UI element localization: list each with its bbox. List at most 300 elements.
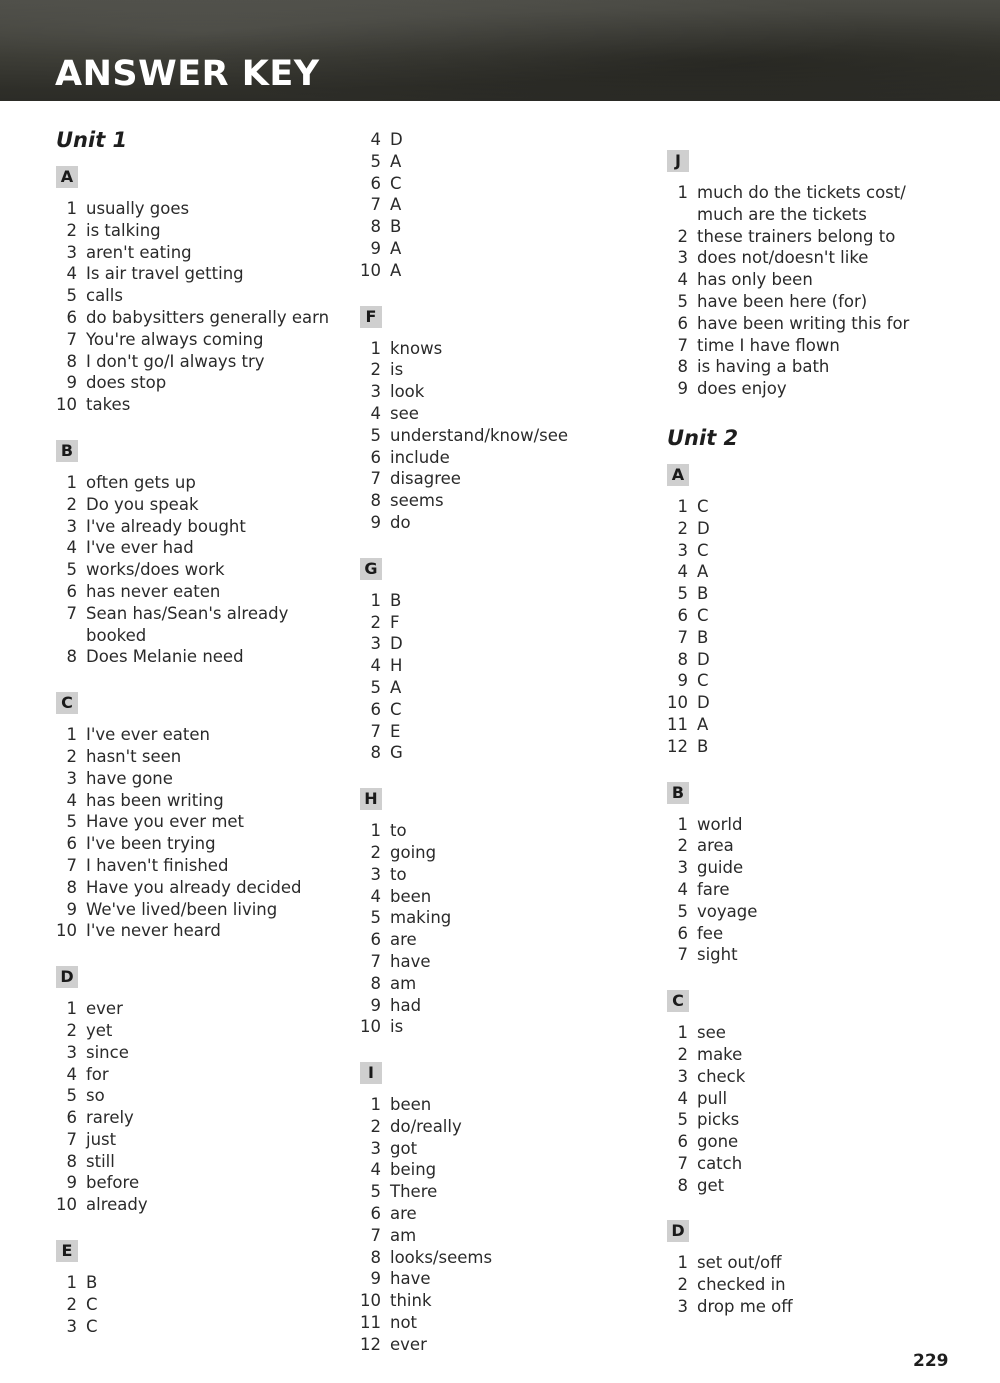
answer-row	[667, 714, 987, 736]
answer-number: 8	[66, 877, 77, 897]
answer-text: time I have flown	[697, 335, 840, 355]
answer-number: 6	[370, 173, 381, 193]
answer-text: fee	[697, 923, 724, 943]
answer-text: is	[390, 360, 404, 380]
answer-text: has never eaten	[86, 581, 221, 601]
answer-text: calls	[86, 286, 123, 306]
answer-number: 4	[370, 886, 381, 906]
answer-row	[360, 1181, 660, 1203]
answer-row	[667, 518, 987, 540]
answer-text: make	[697, 1044, 743, 1064]
answer-number: 4	[66, 538, 77, 558]
answer-number: 7	[66, 329, 77, 349]
answer-number: 5	[66, 812, 77, 832]
answer-number: 12	[360, 1334, 381, 1354]
column-2	[360, 129, 660, 1380]
answer-row	[56, 625, 356, 647]
answer-row	[667, 736, 987, 758]
answer-number: 8	[66, 351, 77, 371]
answer-row	[56, 537, 356, 559]
answer-text: much are the tickets	[697, 204, 867, 224]
answer-number: 6	[370, 447, 381, 467]
answer-text: gone	[697, 1132, 739, 1152]
answer-row	[667, 1175, 987, 1197]
answer-row	[360, 1159, 660, 1181]
answer-number: 4	[370, 403, 381, 423]
answer-row	[56, 1172, 356, 1194]
answer-number: 2	[677, 1275, 688, 1295]
answer-number: 5	[370, 908, 381, 928]
answer-number: 8	[370, 491, 381, 511]
answer-row	[360, 1016, 660, 1038]
answer-number: 5	[370, 677, 381, 697]
exercise-letter-badge: G	[360, 558, 382, 580]
answer-row	[667, 649, 987, 671]
answer-row	[360, 864, 660, 886]
answer-text: pull	[697, 1088, 728, 1108]
answer-row	[667, 1022, 987, 1044]
answer-number: 9	[66, 899, 77, 919]
answer-row	[667, 901, 987, 923]
answer-number: 6	[66, 581, 77, 601]
answer-row	[667, 182, 987, 204]
answer-number: 3	[677, 540, 688, 560]
answer-number: 6	[677, 605, 688, 625]
exercise-section	[56, 966, 356, 1216]
answer-row	[360, 216, 660, 238]
answer-text: D	[697, 518, 710, 538]
answer-text: B	[390, 217, 402, 237]
answer-number: 9	[370, 512, 381, 532]
answer-row	[667, 583, 987, 605]
page-title: ANSWER KEY	[55, 54, 320, 94]
answer-text: get	[697, 1175, 725, 1195]
answer-number: 2	[66, 494, 77, 514]
answer-row	[360, 425, 660, 447]
answer-number: 5	[370, 1182, 381, 1202]
answer-row	[360, 951, 660, 973]
answer-text: Does Melanie need	[86, 647, 244, 667]
answer-text: I've already bought	[86, 516, 246, 536]
answer-text: does stop	[86, 373, 167, 393]
answer-number: 2	[677, 836, 688, 856]
exercise-letter-badge: J	[667, 150, 689, 172]
answer-text: making	[390, 908, 452, 928]
exercise-letter-badge: E	[56, 1240, 78, 1262]
answer-row	[360, 1312, 660, 1334]
answer-number: 6	[370, 1204, 381, 1224]
answer-number: 4	[370, 130, 381, 149]
answer-number: 6	[677, 313, 688, 333]
answer-text: A	[390, 151, 402, 171]
answer-number: 7	[677, 1153, 688, 1173]
answer-text: these trainers belong to	[697, 226, 896, 246]
answer-number: 7	[370, 721, 381, 741]
answer-text: have	[390, 951, 431, 971]
exercise-section	[667, 150, 987, 400]
answer-row	[667, 605, 987, 627]
answer-number	[56, 625, 86, 647]
answer-number: 8	[677, 357, 688, 377]
answer-row	[56, 307, 356, 329]
answer-number: 5	[66, 560, 77, 580]
answer-text: usually goes	[86, 199, 190, 218]
answer-text: hasn't seen	[86, 746, 182, 766]
answer-text: sight	[697, 945, 738, 965]
answer-text: rarely	[86, 1108, 134, 1128]
answer-row	[667, 857, 987, 879]
answer-text: been	[390, 886, 432, 906]
answer-row	[360, 447, 660, 469]
answer-row	[667, 1296, 987, 1318]
answer-text: often gets up	[86, 472, 196, 492]
answer-row	[56, 329, 356, 351]
exercise-section	[667, 464, 987, 758]
answer-number: 9	[66, 1173, 77, 1193]
answer-text: do/really	[390, 1116, 462, 1136]
answer-text: Sean has/Sean's already	[86, 603, 289, 623]
answer-number: 2	[66, 1294, 77, 1314]
answer-text: is talking	[86, 220, 161, 240]
answer-number: 1	[677, 496, 688, 516]
exercise-section	[667, 1220, 987, 1317]
answer-number: 7	[370, 951, 381, 971]
answer-number: 5	[370, 151, 381, 171]
answer-number: 4	[370, 1160, 381, 1180]
answer-text: C	[86, 1316, 98, 1336]
answer-text: has only been	[697, 270, 813, 290]
answer-text: set out/off	[697, 1253, 782, 1273]
answer-number: 2	[677, 518, 688, 538]
answer-row	[56, 1064, 356, 1086]
answer-number: 11	[667, 714, 688, 734]
answer-number: 9	[370, 238, 381, 258]
answer-text: does not/doesn't like	[697, 248, 869, 268]
answer-row	[360, 1094, 660, 1116]
answer-text: see	[697, 1023, 726, 1043]
answer-row	[667, 247, 987, 269]
answer-text: is	[390, 1017, 404, 1037]
answer-text: D	[697, 693, 710, 713]
answer-number: 8	[677, 1175, 688, 1195]
answer-text: before	[86, 1173, 140, 1193]
answer-number: 2	[677, 1044, 688, 1064]
answer-number: 3	[370, 382, 381, 402]
answer-number: 7	[677, 945, 688, 965]
answer-text: B	[86, 1273, 98, 1293]
exercise-section	[360, 306, 660, 534]
answer-number: 6	[370, 699, 381, 719]
answer-text: A	[697, 714, 709, 734]
answer-number: 3	[66, 1042, 77, 1062]
answer-text: disagree	[390, 469, 461, 489]
answer-number: 8	[370, 1247, 381, 1267]
answer-number: 10	[360, 1017, 381, 1037]
answer-text: so	[86, 1086, 105, 1106]
answer-number: 10	[56, 1195, 77, 1215]
answer-row	[667, 291, 987, 313]
unit-heading: Unit 1	[56, 128, 128, 152]
answer-text: been	[390, 1095, 432, 1115]
answer-row	[360, 129, 660, 151]
answer-row	[56, 746, 356, 768]
answer-row	[360, 907, 660, 929]
answer-text: B	[697, 627, 709, 647]
answer-number: 8	[370, 743, 381, 763]
answer-text: E	[390, 721, 401, 741]
answer-number: 4	[370, 656, 381, 676]
answer-row	[360, 238, 660, 260]
answer-text: Is air travel getting	[86, 264, 244, 284]
answer-text: D	[697, 649, 710, 669]
answer-row	[360, 677, 660, 699]
answer-number: 2	[370, 612, 381, 632]
exercise-letter-badge: F	[360, 306, 382, 328]
answer-row	[360, 1290, 660, 1312]
answer-row	[360, 490, 660, 512]
answer-number: 2	[66, 1020, 77, 1040]
answer-number: 7	[370, 469, 381, 489]
answer-text: I haven't finished	[86, 855, 229, 875]
answer-text: area	[697, 836, 734, 856]
exercise-section	[56, 692, 356, 942]
answer-row	[360, 260, 660, 282]
answer-number: 5	[677, 291, 688, 311]
answer-row	[667, 1274, 987, 1296]
answer-number: 6	[66, 834, 77, 854]
answer-text: C	[86, 1294, 98, 1314]
answer-row	[360, 194, 660, 216]
exercise-letter-badge: I	[360, 1062, 382, 1084]
answer-text: works/does work	[86, 560, 225, 580]
answer-number: 3	[66, 242, 77, 262]
answer-row	[360, 1225, 660, 1247]
answer-row	[56, 242, 356, 264]
answer-text: have been writing this for	[697, 313, 910, 333]
answer-text: There	[390, 1182, 438, 1202]
answer-text: Have you already decided	[86, 877, 302, 897]
answer-number: 3	[677, 858, 688, 878]
answer-row	[56, 263, 356, 285]
answer-number: 3	[677, 1066, 688, 1086]
answer-text: aren't eating	[86, 242, 192, 262]
answer-text: C	[697, 671, 709, 691]
answer-row	[667, 879, 987, 901]
answer-number: 8	[66, 1151, 77, 1171]
answer-row	[360, 721, 660, 743]
answer-row	[667, 923, 987, 945]
answer-row	[667, 627, 987, 649]
answer-text: F	[390, 612, 400, 632]
answer-text: Have you ever met	[86, 812, 245, 832]
answer-row	[56, 1107, 356, 1129]
answer-number: 12	[667, 736, 688, 756]
answer-number: 4	[677, 562, 688, 582]
answer-row	[667, 1044, 987, 1066]
answer-text: think	[390, 1291, 432, 1311]
answer-number: 1	[66, 725, 77, 745]
answer-row	[360, 742, 660, 764]
answer-row	[56, 1042, 356, 1064]
exercise-section	[360, 1062, 660, 1356]
answer-text: am	[390, 973, 417, 993]
answer-text: B	[390, 590, 402, 610]
exercise-section	[56, 1240, 356, 1337]
answer-row	[667, 561, 987, 583]
answer-number: 2	[66, 746, 77, 766]
answer-text: are	[390, 930, 417, 950]
answer-text: have gone	[86, 768, 173, 788]
answer-text: ever	[86, 999, 123, 1019]
answer-row	[360, 338, 660, 360]
answer-row	[56, 833, 356, 855]
page-number: 229	[913, 1351, 949, 1371]
answer-number: 7	[677, 335, 688, 355]
answer-row	[360, 1268, 660, 1290]
answer-row	[56, 811, 356, 833]
unit-heading: Unit 2	[667, 425, 739, 450]
answer-text: check	[697, 1066, 746, 1086]
answer-text: takes	[86, 395, 131, 415]
answer-number: 7	[66, 603, 77, 623]
exercise-letter-badge: A	[667, 464, 689, 486]
answer-number: 9	[677, 379, 688, 399]
answer-text: Do you speak	[86, 494, 199, 514]
answer-text: A	[390, 260, 402, 280]
answer-text: C	[697, 496, 709, 516]
answer-number: 5	[677, 1110, 688, 1130]
answer-number: 9	[677, 671, 688, 691]
answer-text: I've never heard	[86, 921, 221, 941]
exercise-section	[56, 440, 356, 668]
answer-number: 1	[370, 590, 381, 610]
answer-row	[360, 590, 660, 612]
answer-row	[56, 220, 356, 242]
answer-number: 6	[677, 1132, 688, 1152]
answer-text: have been here (for)	[697, 291, 868, 311]
answer-text: world	[697, 814, 743, 834]
answer-text: H	[390, 656, 403, 676]
answer-number: 4	[66, 1064, 77, 1084]
answer-number: 8	[370, 973, 381, 993]
answer-text: am	[390, 1225, 417, 1245]
answer-row	[667, 944, 987, 966]
answer-number: 9	[370, 1269, 381, 1289]
exercise-letter-badge: B	[56, 440, 78, 462]
answer-row	[667, 540, 987, 562]
exercise-section	[56, 166, 356, 416]
answer-number: 5	[66, 286, 77, 306]
answer-row	[360, 1138, 660, 1160]
answer-number: 2	[370, 360, 381, 380]
answer-row	[360, 612, 660, 634]
answer-text: ever	[390, 1334, 427, 1354]
answer-row	[56, 351, 356, 373]
answer-text: are	[390, 1204, 417, 1224]
answer-text: drop me off	[697, 1297, 793, 1317]
answer-row	[56, 603, 356, 625]
answer-number: 7	[66, 1129, 77, 1149]
answer-number: 7	[66, 855, 77, 875]
answer-text: D	[390, 634, 403, 654]
answer-number: 3	[370, 634, 381, 654]
answer-row	[56, 1294, 356, 1316]
answer-row	[667, 378, 987, 400]
exercise-section	[360, 129, 660, 282]
answer-row	[667, 670, 987, 692]
answer-row	[56, 1129, 356, 1151]
answer-row	[360, 633, 660, 655]
answer-row	[56, 899, 356, 921]
answer-text: I've ever had	[86, 538, 194, 558]
answer-number: 3	[66, 1316, 77, 1336]
answer-row	[56, 920, 356, 942]
answer-text: does enjoy	[697, 379, 787, 399]
answer-text: understand/know/see	[390, 425, 569, 445]
answer-row	[360, 1247, 660, 1269]
answer-row	[360, 359, 660, 381]
answer-number: 10	[56, 395, 77, 415]
answer-number: 9	[370, 995, 381, 1015]
answer-row	[56, 724, 356, 746]
header-banner	[0, 0, 1000, 101]
answer-text: picks	[697, 1110, 740, 1130]
answer-row	[667, 226, 987, 248]
answer-number: 1	[677, 1023, 688, 1043]
answer-row	[360, 655, 660, 677]
answer-row	[360, 151, 660, 173]
answer-text: not	[390, 1313, 418, 1333]
answer-number: 5	[677, 901, 688, 921]
answer-row	[56, 1151, 356, 1173]
answer-text: yet	[86, 1020, 113, 1040]
answer-row	[667, 356, 987, 378]
answer-number: 10	[360, 1291, 381, 1311]
answer-number: 2	[677, 226, 688, 246]
answer-text: is having a bath	[697, 357, 830, 377]
answer-number: 6	[677, 923, 688, 943]
answer-text: G	[390, 743, 403, 763]
answer-text: got	[390, 1138, 418, 1158]
answer-text: seems	[390, 491, 444, 511]
answer-text: since	[86, 1042, 129, 1062]
exercise-section	[360, 788, 660, 1038]
answer-text: voyage	[697, 901, 758, 921]
answer-row	[56, 372, 356, 394]
answer-text: have	[390, 1269, 431, 1289]
answer-text: going	[390, 842, 437, 862]
answer-row	[360, 820, 660, 842]
answer-number: 3	[677, 1297, 688, 1317]
exercise-letter-badge: C	[56, 692, 78, 714]
answer-number: 11	[360, 1313, 381, 1333]
answer-number: 8	[370, 217, 381, 237]
answer-row	[667, 1252, 987, 1274]
answer-number: 2	[370, 842, 381, 862]
answer-row	[667, 814, 987, 836]
answer-text: do	[390, 512, 411, 532]
answer-number: 4	[66, 790, 77, 810]
answer-text: to	[390, 821, 407, 841]
answer-row	[56, 855, 356, 877]
answer-row	[667, 1066, 987, 1088]
answer-number	[667, 204, 697, 226]
answer-row	[56, 198, 356, 220]
answer-text: B	[697, 736, 709, 756]
answer-number: 6	[66, 1108, 77, 1128]
answer-number: 2	[66, 220, 77, 240]
answer-text: You're always coming	[86, 329, 264, 349]
